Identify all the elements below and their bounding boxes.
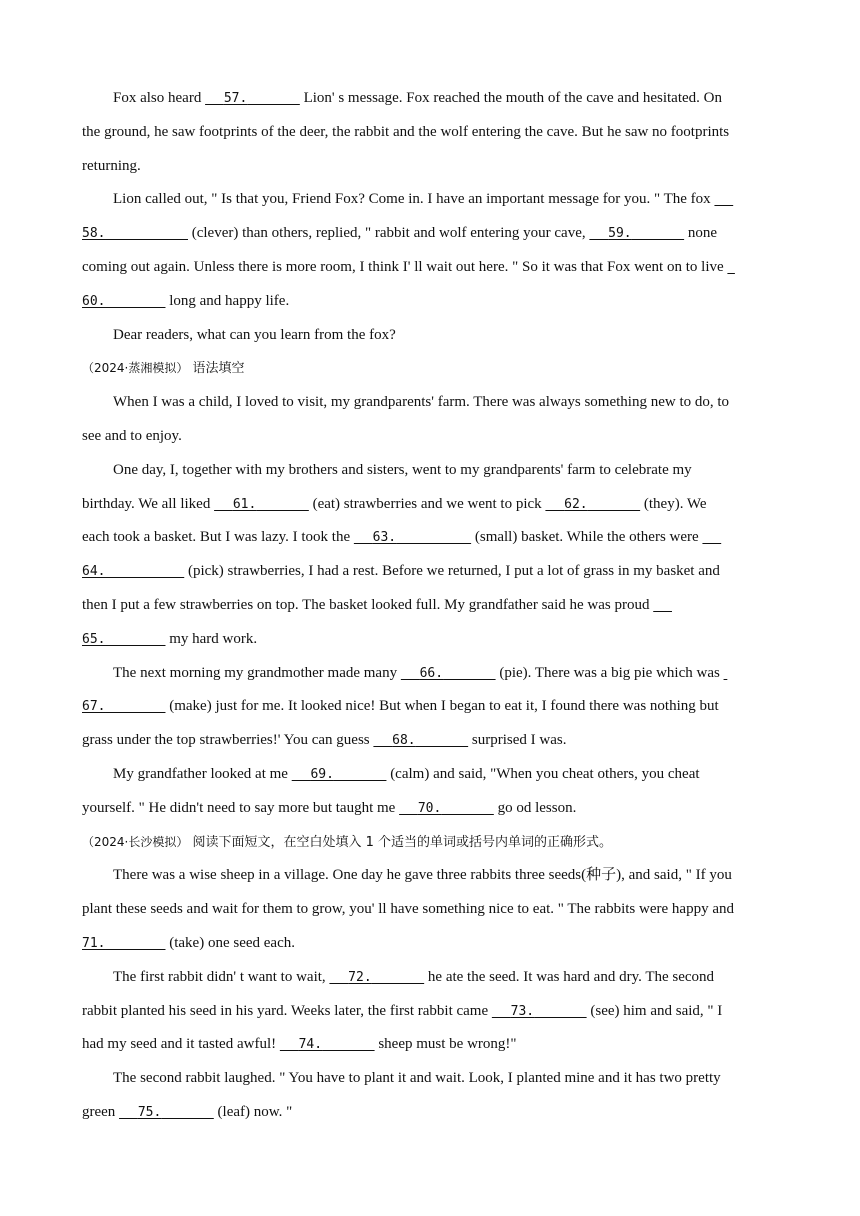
blank-number: 73. [510, 1003, 535, 1019]
text: When I was a child, I loved to visit, my grandparents' farm. There was always something new to do, to [113, 394, 730, 411]
text: long and happy life. [169, 292, 290, 309]
text-line [82, 420, 780, 454]
text: rabbit planted his seed in his yard. Weeks later, the first rabbit came [82, 1002, 489, 1019]
blank-number: 63. [372, 530, 397, 546]
text-line [82, 454, 780, 488]
text-line [82, 386, 780, 420]
text-line [82, 724, 780, 758]
blank-number: 65. [82, 631, 106, 647]
answer-blank-66[interactable] [401, 657, 496, 691]
text: the ground, he saw footprints of the deer, the rabbit and the wolf entering the cave. But he saw no footprints [82, 123, 730, 140]
text-line [82, 1062, 780, 1096]
section-title: 语法填空 [192, 361, 245, 377]
text: returning. [82, 157, 141, 174]
text: (eat) strawberries and we went to pick [312, 495, 542, 512]
text: each took a basket. But I was lazy. I took the [82, 529, 351, 546]
text-line [82, 285, 780, 319]
answer-blank-75[interactable] [119, 1096, 214, 1130]
blank-number: 75. [137, 1104, 162, 1120]
text: birthday. We all liked [82, 495, 211, 512]
answer-blank-73[interactable] [492, 995, 587, 1029]
text-line [82, 758, 780, 792]
answer-blank-60-start[interactable] [727, 259, 735, 275]
text: The first rabbit didn' t want to wait, [113, 968, 326, 985]
blank-number: 70. [417, 800, 442, 816]
text: The second rabbit laughed. " You have to plant it and wait. Look, I planted mine and it has two pretty [113, 1070, 721, 1087]
text-line [82, 690, 780, 724]
blank-number: 59. [608, 226, 632, 242]
source-tag: （2024·蒸湘模拟） [82, 361, 189, 376]
blank-number: 72. [348, 969, 372, 985]
text-line [82, 995, 780, 1029]
answer-blank-71[interactable] [82, 927, 165, 961]
answer-blank-69[interactable] [292, 758, 387, 792]
answer-blank-61[interactable] [214, 488, 309, 522]
text-line [82, 1028, 780, 1062]
blank-number: 71. [82, 935, 106, 951]
text-line [82, 82, 780, 116]
answer-blank-63[interactable] [354, 521, 471, 555]
text: (make) just for me. It looked nice! But when I began to eat it, I found there was nothing but [169, 698, 719, 715]
text-line [82, 251, 780, 285]
answer-blank-57[interactable] [205, 82, 300, 116]
text: grass under the top strawberries!' You can guess [82, 732, 370, 749]
text: Lion called out, " Is that you, Friend Fox? Come in. I have an important message for you. " The fox [113, 191, 711, 208]
text: (leaf) now. " [217, 1103, 293, 1120]
text: (small) basket. While the others were [474, 529, 699, 546]
text-line [82, 183, 780, 217]
text: coming out again. Unless there is more room, I think I' ll wait out here. " So it was that Fox went on to live [82, 258, 724, 275]
text-line [82, 150, 780, 184]
text: Dear readers, what can you learn from the fox? [113, 326, 396, 343]
text: Fox also heard [113, 90, 202, 106]
answer-blank-67-start[interactable] [724, 665, 728, 681]
text: green [82, 1103, 116, 1120]
text: (pick) strawberries, I had a rest. Before we returned, I put a lot of grass in my basket and [187, 563, 720, 580]
text: Lion' s message. Fox reached the mouth of the cave and hesitated. On [303, 90, 722, 106]
answer-blank-64[interactable] [82, 555, 184, 589]
answer-blank-68[interactable] [373, 724, 468, 758]
text-line [82, 319, 780, 353]
section-header [82, 826, 780, 860]
text: (see) him and said, " I [590, 1002, 723, 1019]
blank-number: 69. [310, 766, 334, 782]
text: The next morning my grandmother made many [113, 664, 398, 681]
text: My grandfather looked at me [113, 765, 288, 782]
source-tag: （2024·长沙模拟） [82, 834, 189, 849]
text-line [82, 657, 780, 691]
blank-number: 62. [564, 496, 588, 512]
text: There was a wise sheep in a village. One day he gave three rabbits three seeds(种子), and said, " If you [113, 867, 732, 884]
text-line [82, 792, 780, 826]
text-line [82, 961, 780, 995]
text: see and to enjoy. [82, 427, 182, 444]
blank-number: 74. [298, 1037, 323, 1053]
text: plant these seeds and wait for them to grow, you' ll have something nice to eat. " The rabbits were happy and [82, 901, 734, 918]
text: then I put a few strawberries on top. The basket looked full. My grandfather said he was proud [82, 596, 650, 613]
text: none [687, 225, 718, 242]
answer-blank-67[interactable] [82, 690, 165, 724]
answer-blank-70[interactable] [399, 792, 494, 826]
text: had my seed and it tasted awful! [82, 1036, 277, 1053]
blank-number: 68. [392, 733, 416, 749]
text-line [82, 555, 780, 589]
text-line [82, 859, 780, 893]
answer-blank-60[interactable] [82, 285, 165, 319]
text-line [82, 116, 780, 150]
text-line [82, 1096, 780, 1130]
document-page [82, 82, 780, 1130]
answer-blank-59[interactable] [589, 217, 684, 251]
blank-number: 58. [82, 226, 106, 242]
text-line [82, 217, 780, 251]
text: (pie). There was a big pie which was [499, 664, 720, 681]
section-title: 阅读下面短文，在空白处填入 1 个适当的单词或括号内单词的正确形式。 [192, 834, 613, 850]
text: he ate the seed. It was hard and dry. The second [427, 968, 715, 985]
text-line [82, 589, 780, 623]
blank-number: 67. [82, 699, 106, 715]
blank-number: 60. [82, 293, 106, 309]
text: (calm) and said, "When you cheat others, you cheat [390, 765, 700, 782]
answer-blank-64-start[interactable] [702, 529, 721, 545]
text: sheep must be wrong!" [378, 1036, 517, 1053]
text: surprised I was. [471, 732, 567, 749]
text-line [82, 893, 780, 927]
blank-number: 66. [419, 665, 444, 681]
text: yourself. " He didn't need to say more but taught me [82, 799, 396, 816]
text-line [82, 521, 780, 555]
text-line [82, 623, 780, 657]
text: (clever) than others, replied, " rabbit and wolf entering your cave, [191, 225, 586, 242]
answer-blank-65-start[interactable] [653, 597, 672, 613]
answer-blank-58-start[interactable] [714, 191, 733, 207]
blank-number: 64. [82, 564, 106, 580]
text-line [82, 488, 780, 522]
text: (they). We [643, 495, 707, 512]
section-header [82, 352, 780, 386]
text: One day, I, together with my brothers and sisters, went to my grandparents' farm to celebrate my [113, 461, 692, 478]
answer-blank-74[interactable] [280, 1028, 375, 1062]
text: (take) one seed each. [169, 934, 295, 951]
answer-blank-72[interactable] [329, 961, 424, 995]
answer-blank-62[interactable] [545, 488, 640, 522]
blank-number: 61. [232, 496, 257, 512]
text: go od lesson. [497, 799, 577, 816]
answer-blank-58[interactable] [82, 217, 188, 251]
blank-number: 57. [223, 91, 248, 106]
text-line [82, 927, 780, 961]
text: my hard work. [169, 630, 258, 647]
answer-blank-65[interactable] [82, 623, 165, 657]
